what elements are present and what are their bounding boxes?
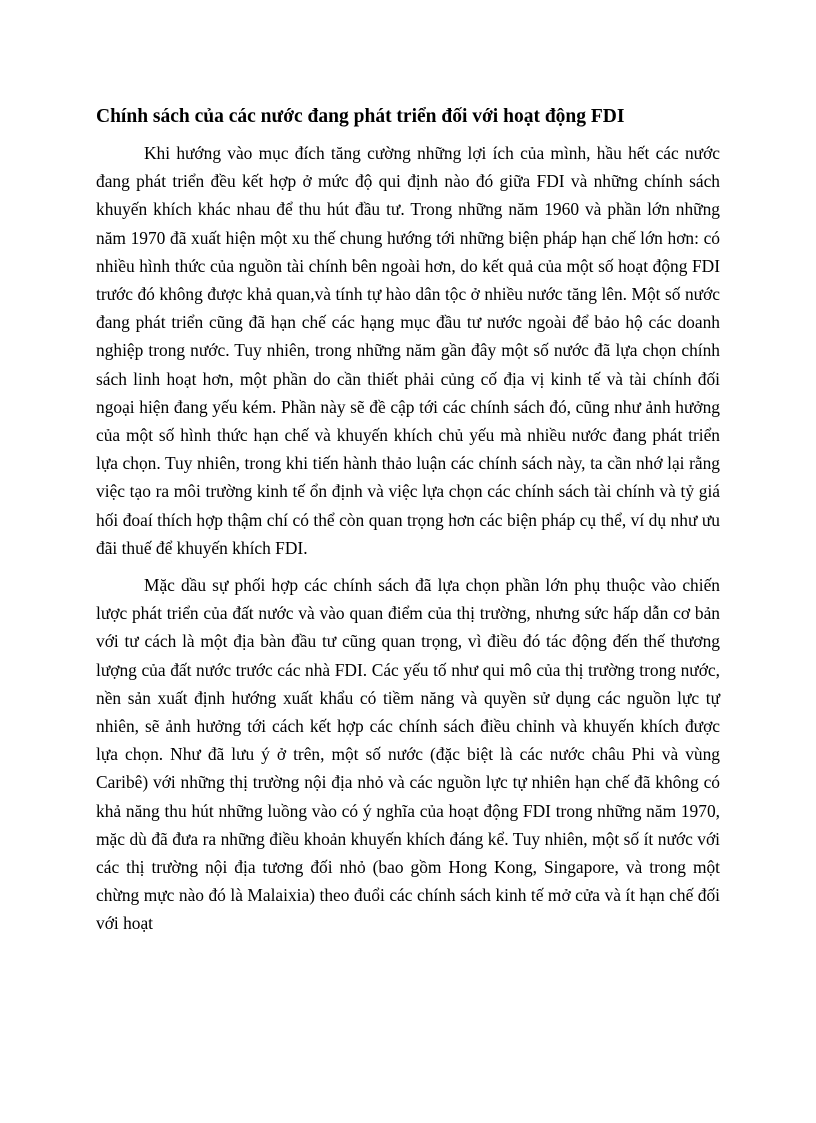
paragraph-2: Mặc dầu sự phối hợp các chính sách đã lựa chọn phần lớn phụ thuộc vào chiến lược phát triển của đất nước và vào quan điểm của thị trường, nhưng sức hấp dẫn cơ bản với tư cách là một địa bàn đầu tư cũng quan trọng, vì điều đó tác động đến thế thương lượng của đất nước trước các nhà FDI. Các yếu tố như qui mô của thị trường trong nước, nền sản xuất định hướng xuất khẩu có tiềm năng và quyền sử dụng các nguồn lực tự nhiên, sẽ ảnh hưởng tới cách kết hợp các chính sách điều chỉnh và khuyến khích được lựa chọn. Như đã lưu ý ở trên, một số nước (đặc biệt là các nước châu Phi và vùng Caribê) với những thị trường nội địa nhỏ và các nguồn lực tự nhiên hạn chế đã không có khả năng thu hút những luồng vào có ý nghĩa của hoạt động FDI trong những năm 1970, mặc dù đã đưa ra những điều khoản khuyến khích đáng kể. Tuy nhiên, một số ít nước với các thị trường nội địa tương đối nhỏ (bao gồm Hong Kong, Singapore, và trong một chừng mực nào đó là Malaixia) theo đuổi các chính sách kinh tế mở cửa và ít hạn chế đối với hoạt — [96, 575, 720, 934]
paragraph-1: Khi hướng vào mục đích tăng cường những lợi ích của mình, hầu hết các nước đang phát triển đều kết hợp ở mức độ qui định nào đó giữa FDI và những chính sách khuyến khích khác nhau để thu hút đầu tư. Trong những năm 1960 và phần lớn những năm 1970 đã xuất hiện một xu thế chung hướng tới những biện pháp hạn chế lớn hơn: có nhiều hình thức của nguồn tài chính bên ngoài hơn, do kết quả của một số hoạt động FDI trước đó không được khả quan,và tính tự hào dân tộc ở nhiều nước tăng lên. Một số nước đang phát triển cũng đã hạn chế các hạng mục đầu tư nước ngoài để bảo hộ các doanh nghiệp trong nước. Tuy nhiên, trong những năm gần đây một số nước đã lựa chọn chính sách linh hoạt hơn, một phần do cần thiết phải củng cố địa vị kinh tế và tài chính đối ngoại hiện đang yếu kém. Phần này sẽ đề cập tới các chính sách đó, cũng như ảnh hưởng của một số hình thức hạn chế và khuyến khích chủ yếu mà nhiều nước đang phát triển lựa chọn. Tuy nhiên, trong khi tiến hành thảo luận các chính sách này, ta cần nhớ lại rằng việc tạo ra môi trường kinh tế ổn định và việc lựa chọn các chính sách tài chính và tỷ giá hối đoaí thích hợp thậm chí có thể còn quan trọng hơn các biện pháp cụ thể, ví dụ như ưu đãi thuế để khuyến khích FDI. — [96, 143, 720, 558]
section-title: Chính sách của các nước đang phát triển đối với hoạt động FDI — [96, 106, 625, 127]
document-body — [96, 103, 720, 947]
